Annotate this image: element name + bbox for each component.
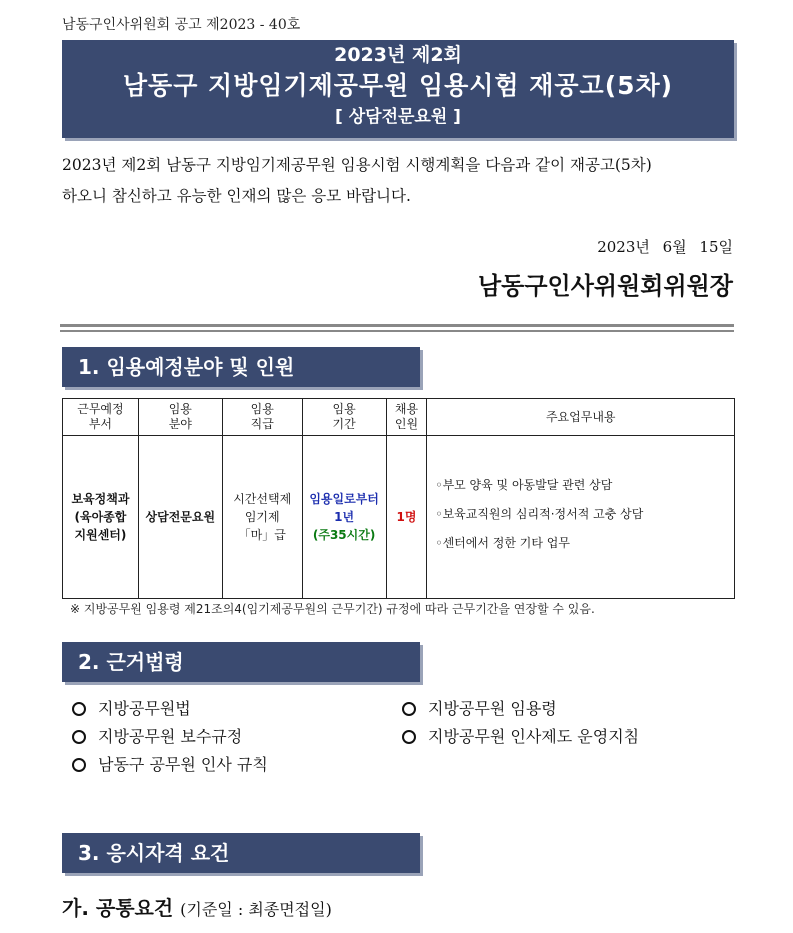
header-dept-l2: 부서 (88, 417, 113, 431)
header-period (302, 399, 386, 436)
circle-bullet-icon (402, 730, 416, 744)
cell-field: 상담전문요원 (138, 436, 222, 599)
cell-period (302, 436, 386, 599)
period-l1: 임용일로부터 (309, 492, 379, 506)
law-item (402, 696, 557, 719)
section2-heading: 2. 근거법령 (62, 642, 420, 682)
section1-heading: 1. 임용예정분야 및 인원 (62, 347, 420, 387)
banner-line1: 2023년 제2회 (334, 44, 462, 66)
law-label: 지방공무원법 (98, 699, 191, 718)
circle-bullet-icon (72, 730, 86, 744)
cell-duties (427, 436, 735, 599)
period-l2: 1년 (334, 510, 355, 524)
header-grade (222, 399, 302, 436)
intro-text (62, 150, 734, 212)
grade-l3: 「마」급 (238, 528, 286, 542)
intro-line2: 하오니 참신하고 유능한 인재의 많은 응모 바랍니다. (62, 187, 411, 205)
table-header-row (63, 399, 735, 436)
header-count (386, 399, 427, 436)
circle-bullet-icon (72, 702, 86, 716)
law-item (72, 696, 191, 719)
duty-item: ◦센터에서 정한 기타 업무 (435, 535, 570, 550)
header-dept (63, 399, 139, 436)
law-label: 남동구 공무원 인사 규칙 (98, 755, 268, 774)
issuer: 남동구인사위원회위원장 (477, 272, 733, 300)
notice-number: 남동구인사위원회 공고 제2023 - 40호 (62, 17, 301, 33)
law-item (72, 752, 268, 775)
header-field-l1: 임용 (168, 402, 192, 416)
circle-bullet-icon (72, 758, 86, 772)
header-grade-l2: 직급 (250, 417, 274, 431)
header-grade-l1: 임용 (250, 402, 274, 416)
law-item (402, 724, 639, 747)
divider-top (60, 324, 734, 327)
divider-bottom (60, 330, 734, 332)
header-count-l2: 인원 (394, 417, 419, 431)
duty-item: ◦보육교직원의 심리적·정서적 고충 상담 (435, 506, 644, 521)
header-field (138, 399, 222, 436)
dept-l1: 보육정책과 (71, 492, 130, 506)
cell-dept (63, 436, 139, 599)
subhead-title: 가. 공통요건 (62, 896, 174, 920)
banner-line3: [ 상담전문요원 ] (335, 107, 461, 127)
title-banner (62, 40, 734, 138)
circle-bullet-icon (402, 702, 416, 716)
duty-item: ◦부모 양육 및 아동발달 관련 상담 (435, 477, 613, 492)
header-field-l2: 분야 (168, 417, 192, 431)
grade-l2: 임기제 (244, 510, 280, 524)
law-item (72, 724, 242, 747)
header-duties: 주요업무내용 (427, 399, 735, 436)
header-dept-l1: 근무예정 (77, 402, 124, 416)
dept-l3: 지원센터) (74, 528, 127, 542)
header-count-l1: 채용 (394, 402, 419, 416)
banner-line2: 남동구 지방임기제공무원 임용시험 재공고(5차) (122, 71, 674, 100)
grade-l1: 시간선택제 (233, 492, 292, 506)
section3-heading: 3. 응시자격 요건 (62, 833, 420, 873)
subhead-note: (기준일 : 최종면접일) (180, 900, 332, 919)
table-footnote: ※ 지방공무원 임용령 제21조의4(임기제공무원의 근무기간) 규정에 따라 근무기간을 연장할 수 있음. (70, 602, 595, 616)
law-label: 지방공무원 임용령 (428, 699, 557, 718)
cell-count: 1명 (386, 436, 427, 599)
recruitment-table (62, 398, 735, 599)
table-row (63, 436, 735, 599)
law-label: 지방공무원 인사제도 운영지침 (428, 727, 640, 746)
intro-line1: 2023년 제2회 남동구 지방임기제공무원 임용시험 시행계획을 다음과 같이 재공고(5차) (62, 156, 652, 174)
notice-date: 2023년 6월 15일 (597, 238, 733, 256)
dept-l2: (육아종합 (74, 510, 127, 524)
cell-grade (222, 436, 302, 599)
header-period-l2: 기간 (332, 417, 356, 431)
common-requirements-heading (62, 892, 332, 921)
law-label: 지방공무원 보수규정 (98, 727, 243, 746)
header-period-l1: 임용 (332, 402, 356, 416)
period-l3: (주35시간) (312, 528, 376, 542)
